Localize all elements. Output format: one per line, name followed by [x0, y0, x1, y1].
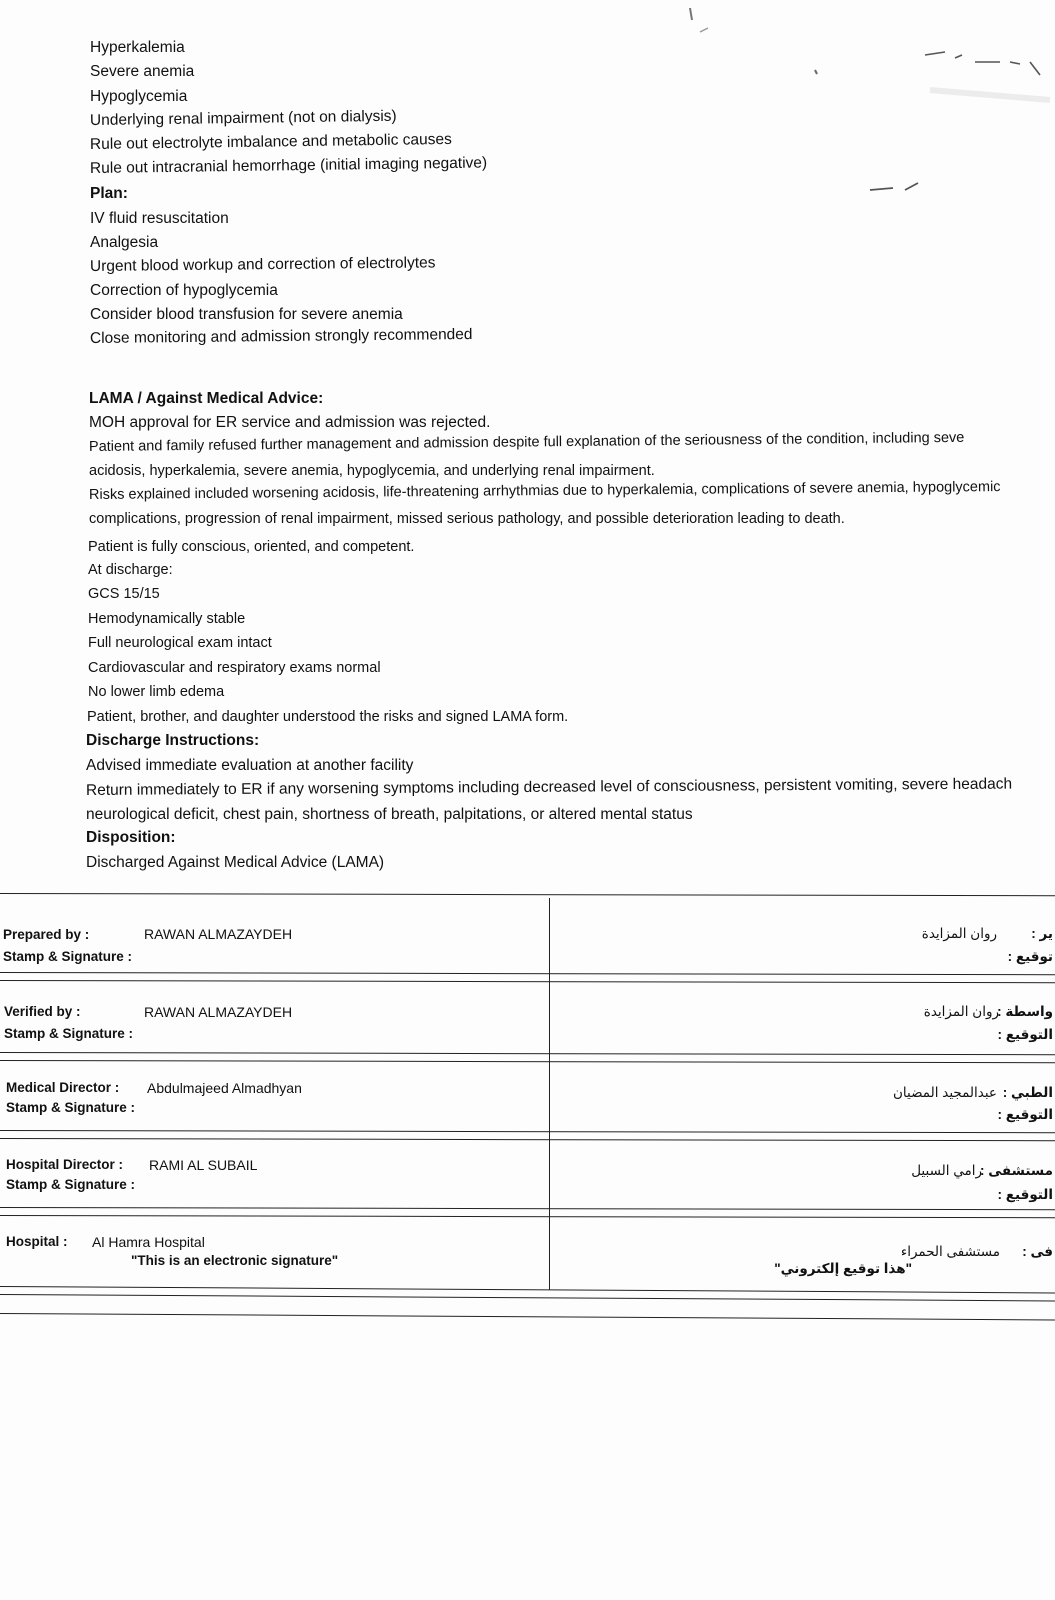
disposition-value: Discharged Against Medical Advice (LAMA) — [86, 854, 385, 871]
plan-item: Consider blood transfusion for severe anemia — [90, 306, 403, 323]
lama-competence: Patient is fully conscious, oriented, and competent. — [88, 539, 415, 555]
lama-at-discharge: At discharge: — [88, 562, 173, 578]
assessment-item: Hyperkalemia — [90, 39, 185, 56]
discharge-return-line: neurological deficit, chest pain, shortness of breath, palpitations, or altered mental status — [86, 806, 693, 823]
medical-director-name-ar: عبدالمجيد المضيان — [893, 1085, 997, 1100]
plan-item: Correction of hypoglycemia — [90, 282, 278, 299]
hospital-director-name: RAMI AL SUBAIL — [149, 1157, 258, 1173]
medical-director-label-ar: الطبي : — [1002, 1085, 1053, 1100]
discharge-return-line: Return immediately to ER if any worsening symptoms including decreased level of consciousness, persistent vomiting, severe headach — [85, 775, 1013, 799]
plan-item: Close monitoring and admission strongly recommended — [89, 325, 473, 347]
hospital-director-sig-label-ar: التوقيع : — [997, 1187, 1053, 1202]
assessment-item: Underlying renal impairment (not on dialysis) — [89, 107, 397, 129]
hospital-director-label-ar: مستشفى : — [980, 1163, 1053, 1178]
prepared-by-label: Prepared by : — [3, 927, 90, 942]
lama-finding: No lower limb edema — [88, 684, 225, 700]
hospital-director-label: Hospital Director : — [6, 1157, 124, 1172]
plan-item: Analgesia — [90, 234, 159, 251]
plan-heading: Plan: — [90, 185, 128, 202]
disposition-heading: Disposition: — [86, 829, 176, 846]
verified-by-label-ar: واسطة : — [997, 1004, 1053, 1019]
assessment-item: Rule out electrolyte imbalance and metabolic causes — [89, 130, 452, 153]
medical-director-label: Medical Director : — [6, 1080, 120, 1095]
verified-by-name: RAWAN ALMAZAYDEH — [144, 1004, 293, 1020]
prepared-by-name-ar: روان المزايدة — [921, 926, 997, 941]
medical-director-sig-label-ar: التوقيع : — [997, 1107, 1053, 1122]
verified-sig-label-ar: التوقيع : — [997, 1027, 1053, 1042]
hospital-director-name-ar: رامي السبيل — [911, 1163, 982, 1178]
discharge-heading: Discharge Instructions: — [86, 732, 260, 749]
verified-by-label: Verified by : — [4, 1004, 81, 1019]
prepared-by-name: RAWAN ALMAZAYDEH — [144, 926, 293, 942]
plan-item: Urgent blood workup and correction of electrolytes — [89, 254, 436, 275]
lama-heading: LAMA / Against Medical Advice: — [89, 390, 324, 407]
lama-risks-line: Risks explained included worsening acidosis, life-threatening arrhythmias due to hyperkalemia, complications of severe anemia, hypoglycemic — [88, 479, 1001, 503]
hospital-label: Hospital : — [6, 1234, 68, 1249]
lama-signed: Patient, brother, and daughter understood the risks and signed LAMA form. — [87, 709, 569, 725]
discharge-advice: Advised immediate evaluation at another facility — [86, 757, 414, 774]
hospital-director-stamp-label: Stamp & Signature : — [6, 1177, 136, 1192]
prepared-stamp-label: Stamp & Signature : — [3, 949, 133, 964]
assessment-item: Rule out intracranial hemorrhage (initial imaging negative) — [89, 154, 488, 177]
electronic-signature-note-ar: "هذا توقيع إلكتروني" — [774, 1261, 912, 1276]
assessment-item: Severe anemia — [90, 63, 195, 80]
lama-approval: MOH approval for ER service and admission was rejected. — [89, 414, 491, 431]
plan-item: IV fluid resuscitation — [90, 210, 229, 227]
lama-finding: Full neurological exam intact — [88, 635, 272, 651]
electronic-signature-note: "This is an electronic signature" — [131, 1253, 339, 1268]
prepared-sig-label-ar: توقيع : — [1007, 949, 1053, 964]
verified-by-name-ar: روان المزايدة — [923, 1004, 999, 1019]
lama-refusal-line: acidosis, hyperkalemia, severe anemia, hypoglycemia, and underlying renal impairment. — [89, 463, 655, 479]
medical-director-name: Abdulmajeed Almadhyan — [147, 1080, 302, 1096]
hospital-label-ar: فى : — [1022, 1244, 1053, 1259]
lama-refusal-line: Patient and family refused further management and admission despite full explanation of the seriousness of the condition, including seve — [88, 429, 965, 455]
lama-finding: Cardiovascular and respiratory exams normal — [88, 660, 381, 676]
lama-risks-line: complications, progression of renal impairment, missed serious pathology, and possible deterioration leading to death. — [89, 511, 845, 527]
lama-finding: GCS 15/15 — [88, 586, 160, 602]
prepared-by-label-ar: ير : — [1031, 926, 1053, 941]
hospital-name: Al Hamra Hospital — [92, 1234, 205, 1250]
verified-stamp-label: Stamp & Signature : — [4, 1026, 134, 1041]
medical-director-stamp-label: Stamp & Signature : — [6, 1100, 136, 1115]
hospital-name-ar: مستشفى الحمراء — [900, 1244, 1000, 1259]
lama-finding: Hemodynamically stable — [88, 611, 246, 627]
assessment-item: Hypoglycemia — [90, 88, 188, 105]
